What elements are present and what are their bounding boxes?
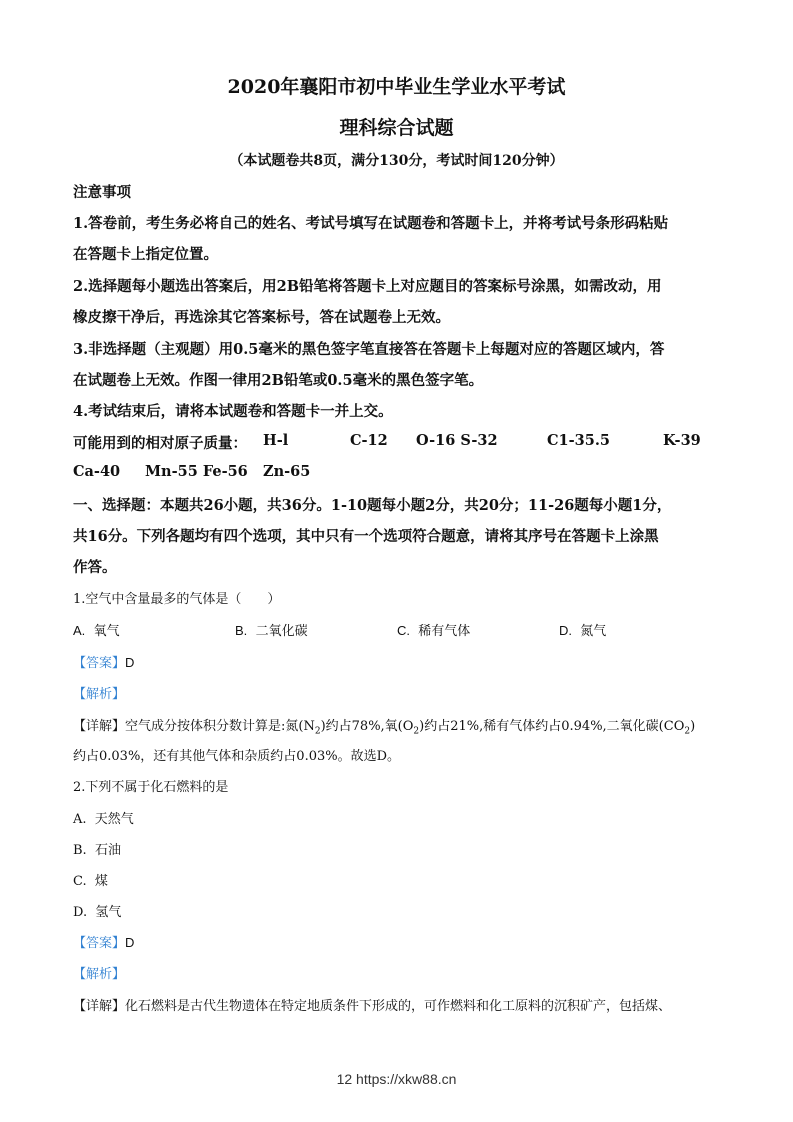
question-1-analysis-tag: 【解析】 — [73, 686, 126, 701]
atomic-mass-item: Zn-65 — [263, 463, 311, 480]
answer-value: D — [125, 655, 135, 670]
question-2-option-b: B. 石油 — [73, 843, 121, 858]
answer-tag: 【答案】 — [73, 935, 126, 950]
question-2-option-d: D. 氢气 — [73, 905, 122, 920]
atomic-mass-item: H-l — [263, 432, 289, 449]
question-1-option-c: C. 稀有气体 — [397, 623, 471, 639]
atomic-mass-item: O-16 S-32 — [416, 432, 498, 449]
question-1-answer — [73, 652, 723, 671]
atomic-mass-label: 可能用到的相对原子质量： — [73, 435, 247, 452]
notice-item-1-line1: 1.答卷前，考生务必将自己的姓名、考试号填写在试题卷和答题卡上，并将考试号条形码粘贴 — [73, 215, 669, 232]
section-heading-line3: 作答。 — [73, 559, 117, 576]
question-1-option-d: D. 氮气 — [559, 623, 607, 639]
question-2-stem: 2.下列不属于化石燃料的是 — [73, 780, 229, 795]
question-2-detail: 【详解】化石燃料是古代生物遗体在特定地质条件下形成的，可作燃料和化工原料的沉积矿产，包括煤、 — [73, 999, 672, 1014]
notice-item-4: 4.考试结束后，请将本试题卷和答题卡一并上交。 — [73, 403, 393, 420]
exam-info: （本试题卷共8页，满分130分，考试时间120分钟） — [229, 153, 564, 169]
question-1-stem: 1.空气中含量最多的气体是（ ） — [73, 592, 281, 607]
section-heading-line2: 共16分。下列各题均有四个选项，其中只有一个选项符合题意，请将其序号在答题卡上涂黑 — [73, 528, 659, 545]
atomic-mass-item: Ca-40 — [73, 463, 121, 480]
exam-subtitle: 理科综合试题 — [339, 117, 454, 139]
exam-title: 2020年襄阳市初中毕业生学业水平考试 — [227, 76, 566, 98]
notice-item-2-line1: 2.选择题每小题选出答案后，用2B铅笔将答题卡上对应题目的答案标号涂黑，如需改动，用 — [73, 278, 662, 295]
section-heading-line1: 一、选择题：本题共26小题，共36分。1-10题每小题2分，共20分；11-26题每小题1分， — [73, 497, 672, 514]
question-2-option-a: A. 天然气 — [73, 812, 134, 827]
question-1-detail-line2: 约占0.03%，还有其他气体和杂质约占0.03%。故选D。 — [73, 749, 401, 764]
question-2-analysis-tag: 【解析】 — [73, 966, 126, 981]
answer-tag: 【答案】 — [73, 655, 126, 670]
notice-item-3-line1: 3.非选择题（主观题）用0.5毫米的黑色签字笔直接答在答题卡上每题对应的答题区域内，答 — [73, 341, 665, 358]
notice-heading: 注意事项 — [73, 184, 131, 201]
atomic-mass-item: C1-35.5 — [547, 432, 610, 449]
atomic-mass-item: K-39 — [663, 432, 701, 449]
question-2-answer — [73, 932, 723, 951]
question-1-option-b: B. 二氧化碳 — [235, 623, 308, 639]
notice-item-1-line2: 在答题卡上指定位置。 — [73, 246, 218, 263]
notice-item-3-line2: 在试题卷上无效。作图一律用2B铅笔或0.5毫米的黑色签字笔。 — [73, 372, 484, 389]
notice-item-2-line2: 橡皮擦干净后，再选涂其它答案标号，答在试题卷上无效。 — [73, 309, 450, 326]
question-2-option-c: C. 煤 — [73, 874, 108, 889]
atomic-mass-item: C-12 — [350, 432, 388, 449]
question-1-option-a: A. 氧气 — [73, 623, 120, 639]
question-1-detail: 【详解】空气成分按体积分数计算是:氮$(N_2)$约占78%,氧$(O_2)$约占21%,稀有气体约占0.94%,二氧化碳$(CO_2)$ — [73, 719, 696, 737]
atomic-mass-item: Mn-55 Fe-56 — [145, 463, 248, 480]
page-footer: 12 https://xkw88.cn — [336, 1071, 457, 1087]
answer-value: D — [125, 935, 135, 950]
